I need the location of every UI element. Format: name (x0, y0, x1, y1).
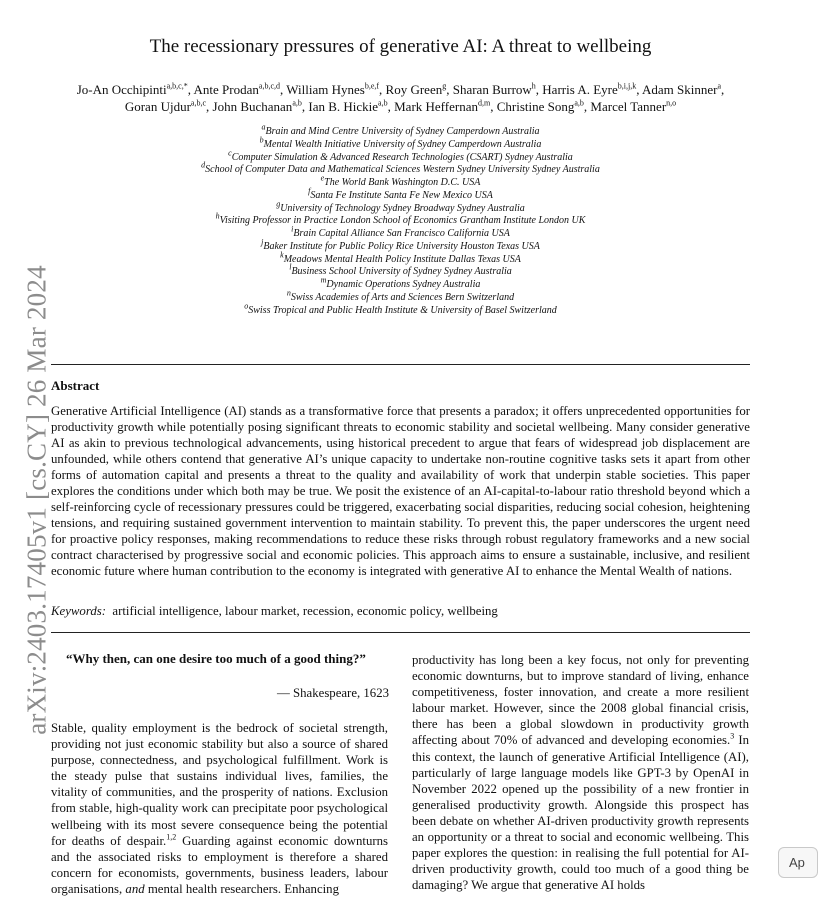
affiliation-text: Brain Capital Alliance San Francisco California USA (293, 228, 510, 239)
affiliation-mark: g (276, 199, 281, 209)
author-affiliation-marks: g (442, 81, 447, 91)
author-name: William Hynes (286, 82, 365, 97)
author-name: Adam Skinner (642, 82, 718, 97)
citation-1-2: 1,2 (166, 832, 177, 842)
affiliation-text: The World Bank Washington D.C. USA (324, 177, 481, 188)
affiliation-line (0, 122, 801, 139)
abstract-heading: Abstract (51, 378, 100, 393)
affiliation-text: Meadows Mental Health Policy Institute Dallas Texas USA (283, 253, 521, 265)
affiliation-text: Dynamic Operations Sydney Australia (326, 279, 481, 290)
author-name: Christine Song (496, 99, 575, 114)
author-affiliation-marks: d,m (477, 98, 491, 108)
affiliation-line (0, 186, 801, 203)
keywords-label: Keywords: (51, 604, 106, 618)
affiliation-line (0, 135, 801, 152)
col1-text-c: mental health researchers. Enhancing (144, 881, 339, 896)
affiliation-line (0, 224, 801, 241)
affiliation-line (0, 275, 801, 292)
author-affiliation-marks: a,b,c (190, 98, 207, 108)
body-column-right (412, 652, 749, 893)
affiliation-text: School of Computer Data and Mathematical Sciences Western Sydney University Sydney Australia (205, 164, 600, 176)
affiliation-text: Santa Fe Institute Santa Fe New Mexico USA (310, 189, 493, 201)
author-list: Jo-An Occhipinti$^{a,b,c,*}$, Ante Prodan$^{a,b,c,d}$, William Hynes$^{b,e,f}$, Roy Green$^g$, Sharan Burrow$^h$, Harris A. Eyre$^{b,i,j,k}$, Adam Skinner$^a$, Goran Ujdur$^{a,b,c}$, John Buchanan$^{a,b}$, Ian B. Hickie$^{a,b}$, Mark Heffernan$^{d,m}$, Christine Song$^{a,b}$, Marcel Tanner$^{n,o}$ (76, 81, 725, 114)
author-name: Sharan Burrow (452, 82, 532, 97)
col2-text-b: In this context, the launch of generative Artificial Intelligence (AI), particularly of large language models like GPT-3 by OpenAI in November 2022 opened up the possibility of a new frontier in generalised productivity growth. Alongside this prospect has been debate on whether AI-driven productivity growth represents an opportunity or a threat to social and economic wellbeing. This paper explores the question: in realising the full potential for AI-driven productivity growth, could too much of a good thing be damaging? We argue that generative AI holds (412, 733, 749, 893)
affiliation-mark: h (215, 211, 220, 221)
paper-title: The recessionary pressures of generative AI: A threat to wellbeing (149, 36, 652, 57)
affiliation-mark: f (308, 186, 311, 196)
author-name: Marcel Tanner (590, 99, 667, 114)
affiliation-text: Swiss Tropical and Public Health Institute & University of Basel Switzerland (248, 304, 557, 316)
citation-3: 3 (730, 732, 735, 742)
affiliation-line (0, 148, 801, 165)
affiliation-mark: l (289, 262, 292, 272)
col1-text-a: Stable, quality employment is the bedrock of societal strength, providing not just economic stability but also a source of shared purpose, connectedness, and psychological fulfillment. Work is the steady pulse that sustains individual lives, families, the vitality of communities, and the prosperity of nations. Exclusion from stable, high-quality work can precipitate poor psychological wellbeing with its most severe consequence being the potential for deaths of despair. (51, 721, 388, 848)
affiliation-line (0, 173, 801, 190)
affiliation-mark: o (244, 301, 249, 311)
author-affiliation-marks: a,b (378, 98, 388, 108)
author-affiliation-marks: a,b,c,* (166, 81, 188, 91)
abstract-body: Generative Artificial Intelligence (AI) stands as a transformative force that presents a paradox; it offers unprecedented opportunities for productivity growth while potentially posing significant threats to economic stability and societal wellbeing. Many consider generative AI as akin to previous technological advancements, using historical precedent to argue that fears of widespread job displacement are unfounded, while others contend that generative AI’s unique capacity to undertake non-routine cognitive tasks sets it apart from other forms of automation capital and presents a threat to the quality and availability of work that underpin stable societies. This paper explores the conditions under which both may be true. We posit the existence of an AI-capital-to-labour ratio threshold beyond which a self-reinforcing cycle of recessionary pressures could be triggered, exacerbating social disparities, reducing social cohesion, heightening tensions, and requiring sustained government intervention to maintain stability. To prevent this, the paper underscores the urgent need for proactive policy responses, making recommendations to reduce these risks through robust regulatory frameworks and a new social contract characterised by progressive social and economic policies. This approach aims to ensure a sustainable, inclusive, and resilient economic future where human contribution to the economy is integrated with generative AI to enhance the Mental Wealth of nations. (51, 404, 750, 578)
author-name: John Buchanan (212, 99, 293, 114)
body-column-left (51, 720, 388, 897)
affiliation-line (0, 250, 801, 267)
author-name: Ante Prodan (193, 82, 259, 97)
author-affiliation-marks: a,b (574, 98, 584, 108)
affiliation-text: Business School University of Sydney Sydney Australia (291, 266, 512, 278)
author-name: Mark Heffernan (394, 99, 478, 114)
affiliation-text: Brain and Mind Centre University of Sydney Camperdown Australia (265, 126, 540, 137)
col1-text-b: Guarding against economic downturns and the associated risks to employment is therefore a shared concern for economists, governments, business leaders, labour organisations, (51, 833, 388, 896)
affiliation-text: Computer Simulation & Advanced Research Technologies (CSART) Sydney Australia (231, 151, 573, 163)
author-affiliation-marks: a,b,c,d (258, 81, 280, 91)
bottom-rule (51, 632, 750, 633)
col1-italic: and (125, 881, 145, 896)
affiliation-line (0, 199, 801, 216)
affiliation-mark: b (259, 135, 264, 145)
author-affiliation-marks: n,o (666, 98, 677, 108)
affiliation-line (0, 301, 801, 318)
affiliation-text: Baker Institute for Public Policy Rice University Houston Texas USA (263, 240, 540, 252)
affiliation-mark: e (320, 173, 325, 183)
top-rule (51, 364, 750, 365)
affiliation-line (0, 160, 801, 177)
author-affiliation-marks: a (717, 81, 722, 91)
arxiv-sidebar-identifier (22, 262, 52, 738)
author-affiliation-marks: h (531, 81, 536, 91)
keywords-text: artificial intelligence, labour market, recession, economic policy, wellbeing (112, 604, 498, 618)
affiliation-mark: j (261, 237, 264, 247)
epigraph-quote: “Why then, can one desire too much of a good thing?” (66, 651, 366, 666)
arxiv-id-text: arXiv:2403.17405v1 [cs.CY] 26 Mar 2024 (21, 265, 52, 735)
affiliation-mark: k (280, 250, 284, 260)
author-name: Roy Green (385, 82, 443, 97)
col2-text-a: productivity has long been a key focus, not only for preventing economic downturns, but to improve standard of living, enhance competitiveness, foster innovation, and create a more resilient labour market. However, since the 2008 global financial crisis, there has been a global slowdown in productivity growth affecting about 70% of advanced and developing economies. (412, 653, 749, 748)
affiliation-text: Mental Wealth Initiative University of Sydney Camperdown Australia (263, 138, 542, 150)
epigraph-attribution: — Shakespeare, 1623 (277, 686, 389, 700)
affiliation-mark: d (201, 160, 206, 170)
affiliation-mark: a (261, 122, 266, 132)
affiliation-text: University of Technology Sydney Broadway Sydney Australia (280, 202, 525, 214)
author-name: Goran Ujdur (124, 99, 191, 114)
affiliation-text: Swiss Academies of Arts and Sciences Bern Switzerland (290, 291, 515, 303)
viewer-corner-button[interactable]: Ap (778, 847, 818, 878)
author-name: Jo-An Occhipinti (76, 82, 167, 97)
author-affiliation-marks: b,i,j,k (617, 81, 637, 91)
author-affiliation-marks: a,b (292, 98, 302, 108)
affiliation-line (0, 211, 801, 228)
affiliation-mark: c (228, 148, 232, 158)
keywords-line (51, 604, 498, 619)
affiliation-line (0, 288, 801, 305)
affiliation-list (0, 122, 801, 317)
author-name: Harris A. Eyre (542, 82, 618, 97)
affiliation-mark: i (291, 224, 294, 234)
author-name: Ian B. Hickie (308, 99, 379, 114)
author-affiliation-marks: b,e,f (364, 81, 380, 91)
affiliation-line (0, 237, 801, 254)
affiliation-text: Visiting Professor in Practice London School of Economics Grantham Institute London UK (219, 215, 586, 227)
affiliation-mark: m (320, 275, 327, 285)
affiliation-line (0, 262, 801, 279)
affiliation-mark: n (286, 288, 291, 298)
